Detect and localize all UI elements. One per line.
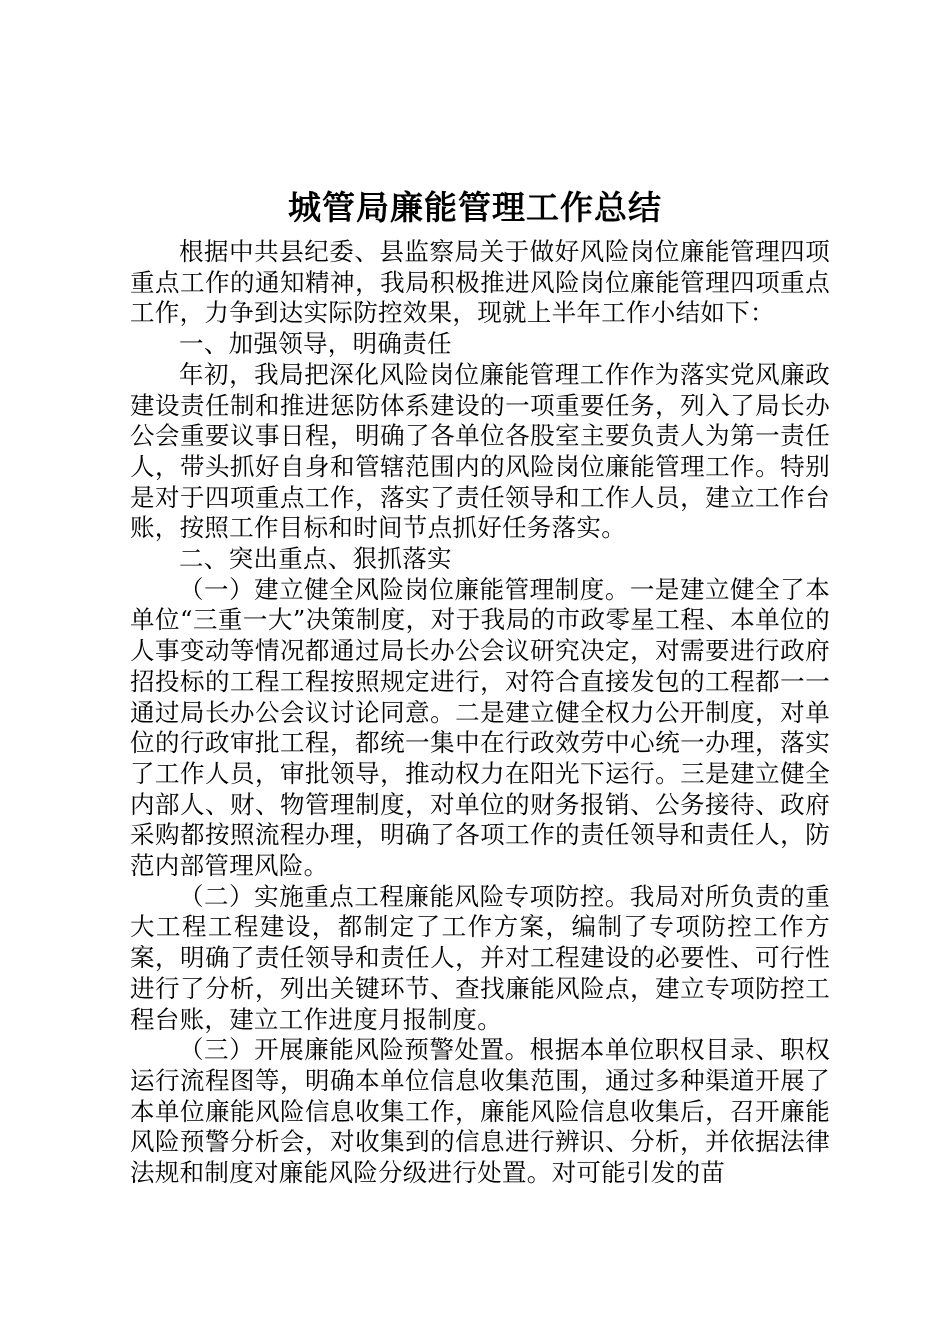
subsection-2-paragraph: （二）实施重点工程廉能风险专项防控。我局对所负责的重大工程工程建设，都制定了工作方案，编制了专项防控工作方案，明确了责任领导和责任人，并对工程建设的必要性、可行性进行了分析，列出关键环节、查找廉能风险点，建立专项防控工程台账，建立工作进度月报制度。 — [130, 881, 830, 1034]
document-body — [130, 237, 830, 1189]
document-title: 城管局廉能管理工作总结 — [288, 188, 662, 227]
subsection-1-paragraph: （一）建立健全风险岗位廉能管理制度。一是建立健全了本单位“三重一大”决策制度，对于我局的市政零星工程、本单位的人事变动等情况都通过局长办公会议研究决定，对需要进行政府招投标的工程工程按照规定进行，对符合直接发包的工程都一一通过局长办公会议讨论同意。二是建立健全权力公开制度，对单位的行政审批工程，都统一集中在行政效劳中心统一办理，落实了工作人员，审批领导，推动权力在阳光下运行。三是建立健全内部人、财、物管理制度，对单位的财务报销、公务接待、政府采购都按照流程办理，明确了各项工作的责任领导和责任人，防范内部管理风险。 — [130, 574, 830, 881]
subsection-3-paragraph: （三）开展廉能风险预警处置。根据本单位职权目录、职权运行流程图等，明确本单位信息收集范围，通过多种渠道开展了本单位廉能风险信息收集工作，廉能风险信息收集后，召开廉能风险预警分析会，对收集到的信息进行辨识、分析，并依据法律法规和制度对廉能风险分级进行处置。对可能引发的苗 — [130, 1035, 830, 1188]
section-heading-1: 一、加强领导，明确责任 — [179, 329, 452, 359]
section-heading-2: 二、突出重点、狠抓落实 — [179, 544, 452, 574]
intro-paragraph: 根据中共县纪委、县监察局关于做好风险岗位廉能管理四项重点工作的通知精神，我局积极推进风险岗位廉能管理四项重点工作，力争到达实际防控效果，现就上半年工作小结如下： — [130, 237, 830, 328]
section-1-paragraph: 年初，我局把深化风险岗位廉能管理工作作为落实党风廉政建设责任制和推进惩防体系建设的一项重要任务，列入了局长办公会重要议事日程，明确了各单位各股室主要负责人为第一责任人，带头抓好自身和管辖范围内的风险岗位廉能管理工作。特别是对于四项重点工作，落实了责任领导和工作人员，建立工作台账，按照工作目标和时间节点抓好任务落实。 — [130, 359, 830, 543]
